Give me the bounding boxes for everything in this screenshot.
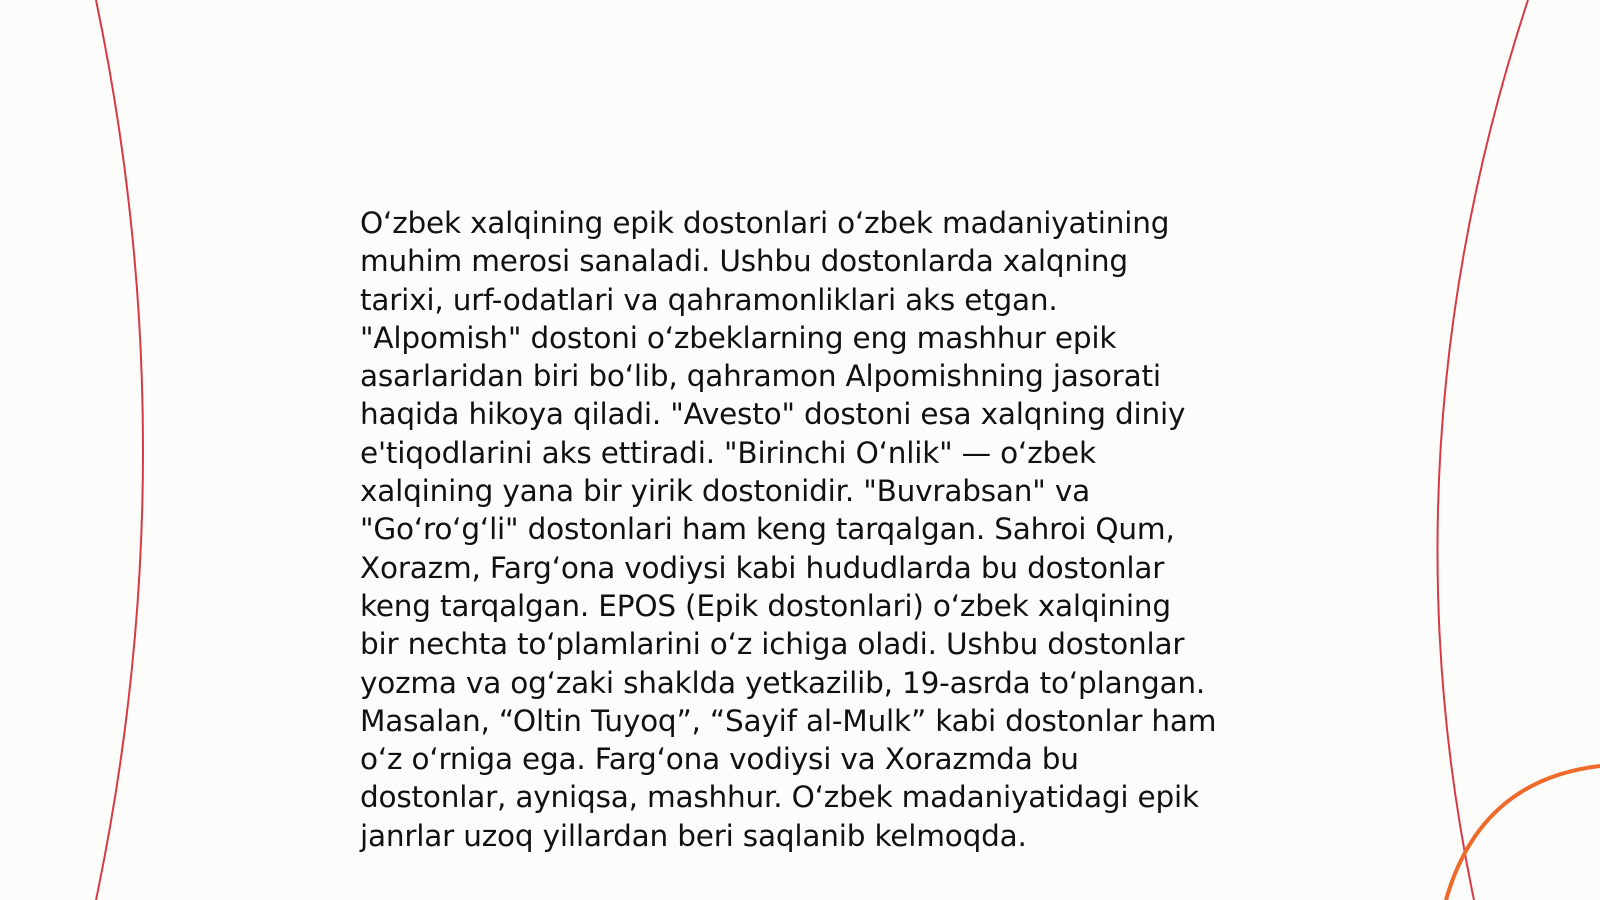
right-arc <box>1437 0 1528 900</box>
body-paragraph: O‘zbek xalqining epik dostonlari o‘zbek madaniyatining muhim merosi sanaladi. Ushbu dostonlarda xalqning tarixi, urf-odatlari va qahramonliklari aks etgan. "Alpomish" dostoni o‘zbeklarning eng mashhur epik asarlaridan biri bo‘lib, qahramon Alpomishning jasorati haqida hikoya qiladi. "Avesto" dostoni esa xalqning diniy e'tiqodlarini aks ettiradi. "Birinchi O‘nlik" — o‘zbek xalqining yana bir yirik dostonidir. "Buvrabsan" va "Go‘ro‘g‘li" dostonlari ham keng tarqalgan. Sahroi Qum, Xorazm, Farg‘ona vodiysi kabi hududlarda bu dostonlar keng tarqalgan. EPOS (Epik dostonlari) o‘zbek xalqining bir nechta to‘plamlarini o‘z ichiga oladi. Ushbu dostonlar yozma va og‘zaki shaklda yetkazilib, 19-asrda to‘plangan. Masalan, “Oltin Tuyoq”, “Sayif al-Mulk” kabi dostonlar ham o‘z o‘rniga ega. Farg‘ona vodiysi va Xorazmda bu dostonlar, ayniqsa, mashhur. O‘zbek madaniyatidagi epik janrlar uzoq yillardan beri saqlanib kelmoqda. <box>360 206 1217 853</box>
left-arc <box>96 0 143 900</box>
